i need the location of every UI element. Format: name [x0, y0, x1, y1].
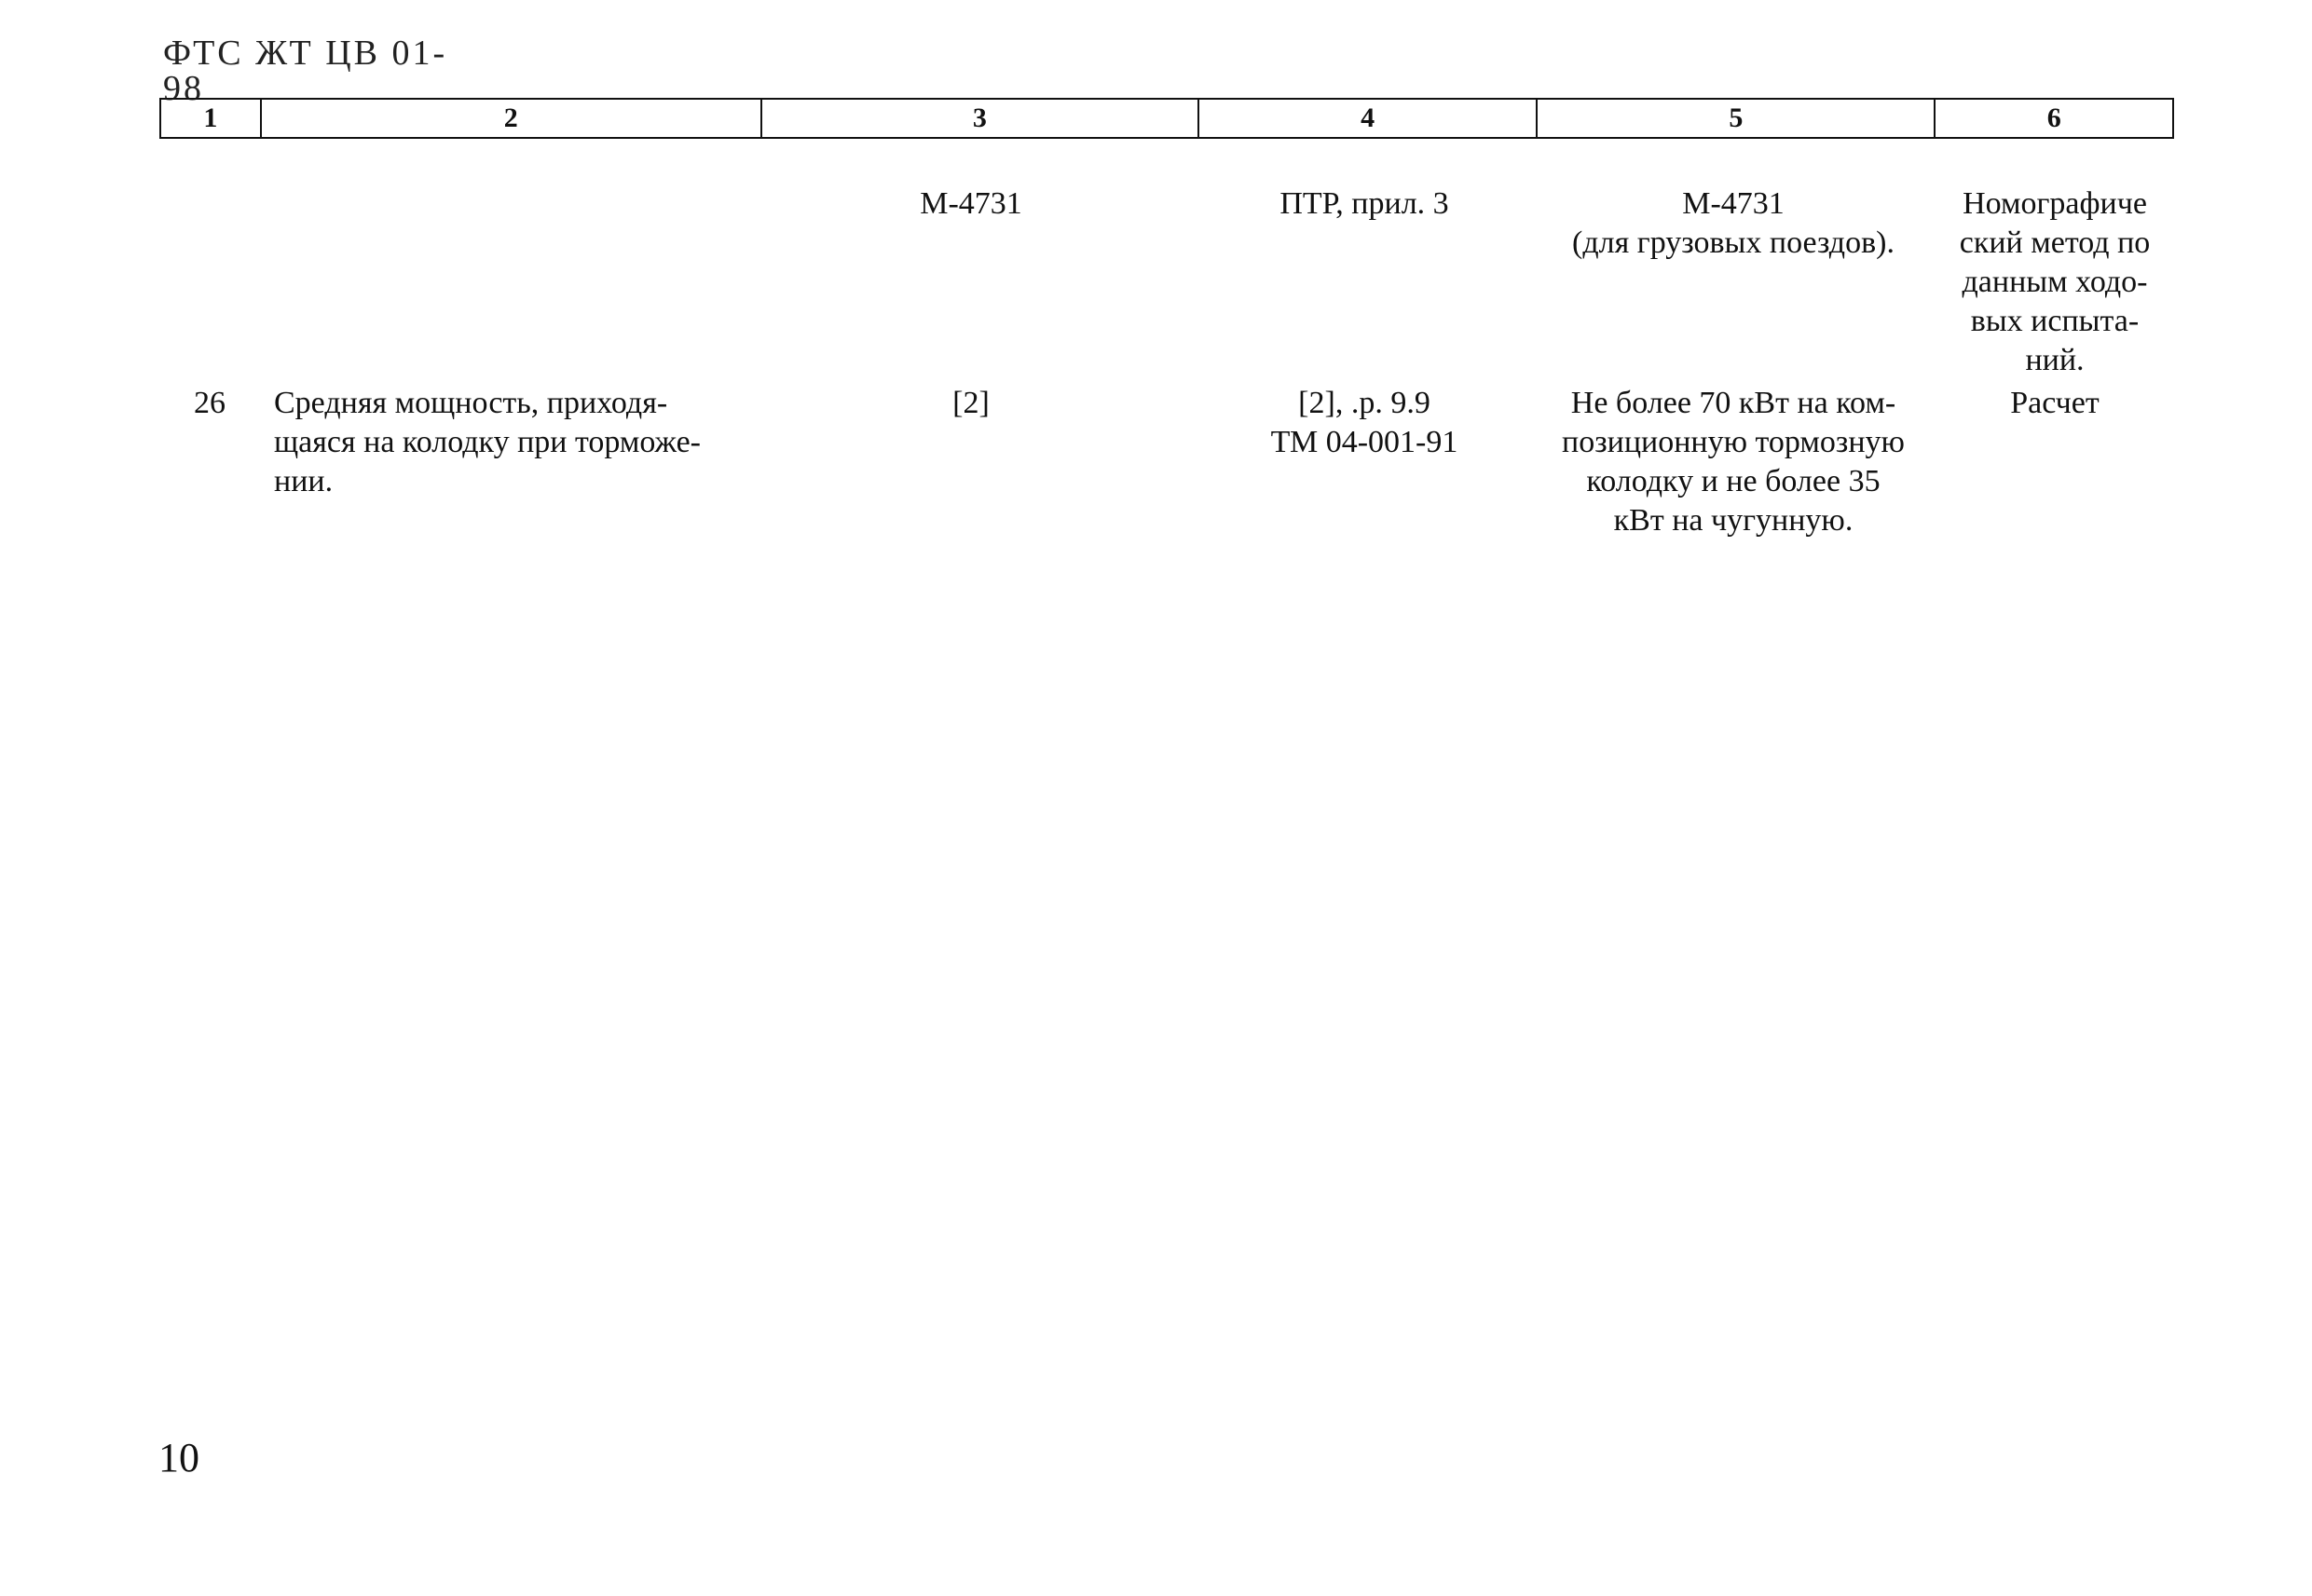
continuation-col6: Номографиче ский метод по данным ходо- вых испыта- ний.	[1959, 186, 2151, 377]
table-header-row	[159, 98, 2174, 139]
column-number-4: 4	[1199, 100, 1538, 137]
continuation-col3: М-4731	[920, 186, 1022, 221]
column-number-5: 5	[1538, 100, 1936, 137]
continuation-col4: ПТР, прил. 3	[1279, 186, 1449, 221]
row-26-col6: Расчет	[2010, 386, 2100, 420]
continuation-col5: М-4731 (для грузовых поездов).	[1572, 186, 1895, 260]
column-number-6: 6	[2046, 102, 2061, 133]
column-number-3: 3	[762, 100, 1199, 137]
row-26-number: 26	[194, 386, 226, 420]
column-number-1: 1	[161, 100, 262, 137]
cut-off-document-code: ФТС ЖТ ЦВ 01-98	[163, 34, 448, 108]
page-number: 10	[158, 1435, 199, 1480]
row-26-parameter: Средняя мощность, приходя- щаяся на колодку при торможе- нии.	[274, 386, 702, 498]
column-number-2: 2	[262, 100, 762, 137]
row-26-col3: [2]	[952, 386, 990, 420]
row-26-col5: Не более 70 кВт на ком- позиционную тормозную колодку и не более 35 кВт на чугунную.	[1562, 386, 1905, 538]
row-26-col4: [2], .р. 9.9 ТМ 04-001-91	[1270, 386, 1458, 459]
